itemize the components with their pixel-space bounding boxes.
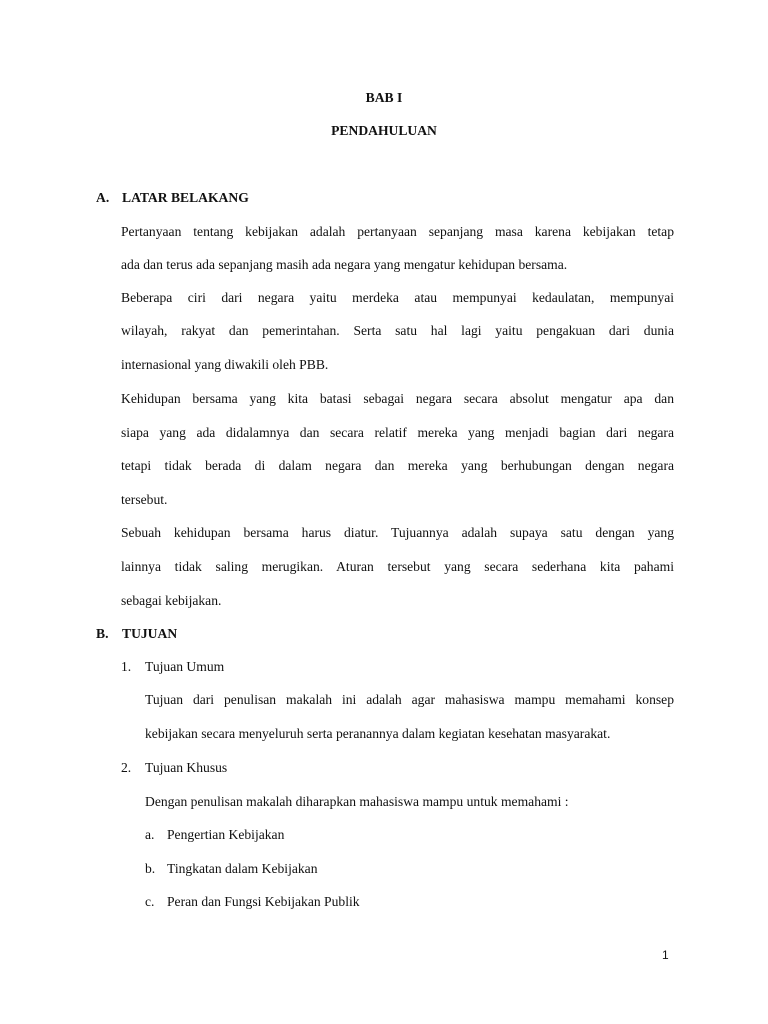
list-number: 2.: [121, 760, 132, 775]
paragraph-line: tersebut.: [121, 492, 168, 507]
subsection-title-khusus: Tujuan Khusus: [145, 760, 228, 775]
paragraph-line: Kehidupan bersama yang kita batasi sebagai negara secara absolut mengatur apa dan: [121, 391, 674, 406]
chapter-title: PENDAHULUAN: [331, 123, 437, 138]
paragraph-line: wilayah, rakyat dan pemerintahan. Serta satu hal lagi yaitu pengakuan dari dunia: [121, 323, 674, 338]
paragraph-line: kebijakan secara menyeluruh serta peranannya dalam kegiatan kesehatan masyarakat.: [145, 726, 611, 741]
list-number: 1.: [121, 659, 132, 674]
paragraph-line: sebagai kebijakan.: [121, 593, 222, 608]
section-b-heading: TUJUAN: [122, 626, 178, 641]
section-b-label: B.: [96, 626, 109, 641]
paragraph-line: internasional yang diwakili oleh PBB.: [121, 357, 329, 372]
sublist-item: Tingkatan dalam Kebijakan: [167, 861, 318, 876]
paragraph-line: Beberapa ciri dari negara yaitu merdeka atau mempunyai kedaulatan, mempunyai: [121, 290, 674, 305]
paragraph-line: Pertanyaan tentang kebijakan adalah pertanyaan sepanjang masa karena kebijakan tetap: [121, 224, 674, 239]
paragraph-line: Sebuah kehidupan bersama harus diatur. Tujuannya adalah supaya satu dengan yang: [121, 525, 674, 540]
section-a-heading: LATAR BELAKANG: [122, 190, 249, 205]
paragraph-line: tetapi tidak berada di dalam negara dan mereka yang berhubungan dengan negara: [121, 458, 674, 473]
page-number: 1: [662, 948, 669, 962]
subsection-title-umum: Tujuan Umum: [145, 659, 225, 674]
paragraph-line: ada dan terus ada sepanjang masih ada negara yang mengatur kehidupan bersama.: [121, 257, 568, 272]
sublist-label: c.: [145, 894, 155, 909]
paragraph-line: Tujuan dari penulisan makalah ini adalah agar mahasiswa mampu memahami konsep: [145, 692, 674, 707]
section-a-label: A.: [96, 190, 110, 205]
paragraph-line: siapa yang ada didalamnya dan secara relatif mereka yang menjadi bagian dari negara: [121, 425, 674, 440]
chapter-label: BAB I: [365, 90, 403, 105]
paragraph-line: Dengan penulisan makalah diharapkan mahasiswa mampu untuk memahami :: [145, 794, 569, 809]
sublist-label: a.: [145, 827, 155, 842]
sublist-label: b.: [145, 861, 156, 876]
sublist-item: Peran dan Fungsi Kebijakan Publik: [167, 894, 360, 909]
sublist-item: Pengertian Kebijakan: [167, 827, 285, 842]
paragraph-line: lainnya tidak saling merugikan. Aturan tersebut yang secara sederhana kita pahami: [121, 559, 674, 574]
